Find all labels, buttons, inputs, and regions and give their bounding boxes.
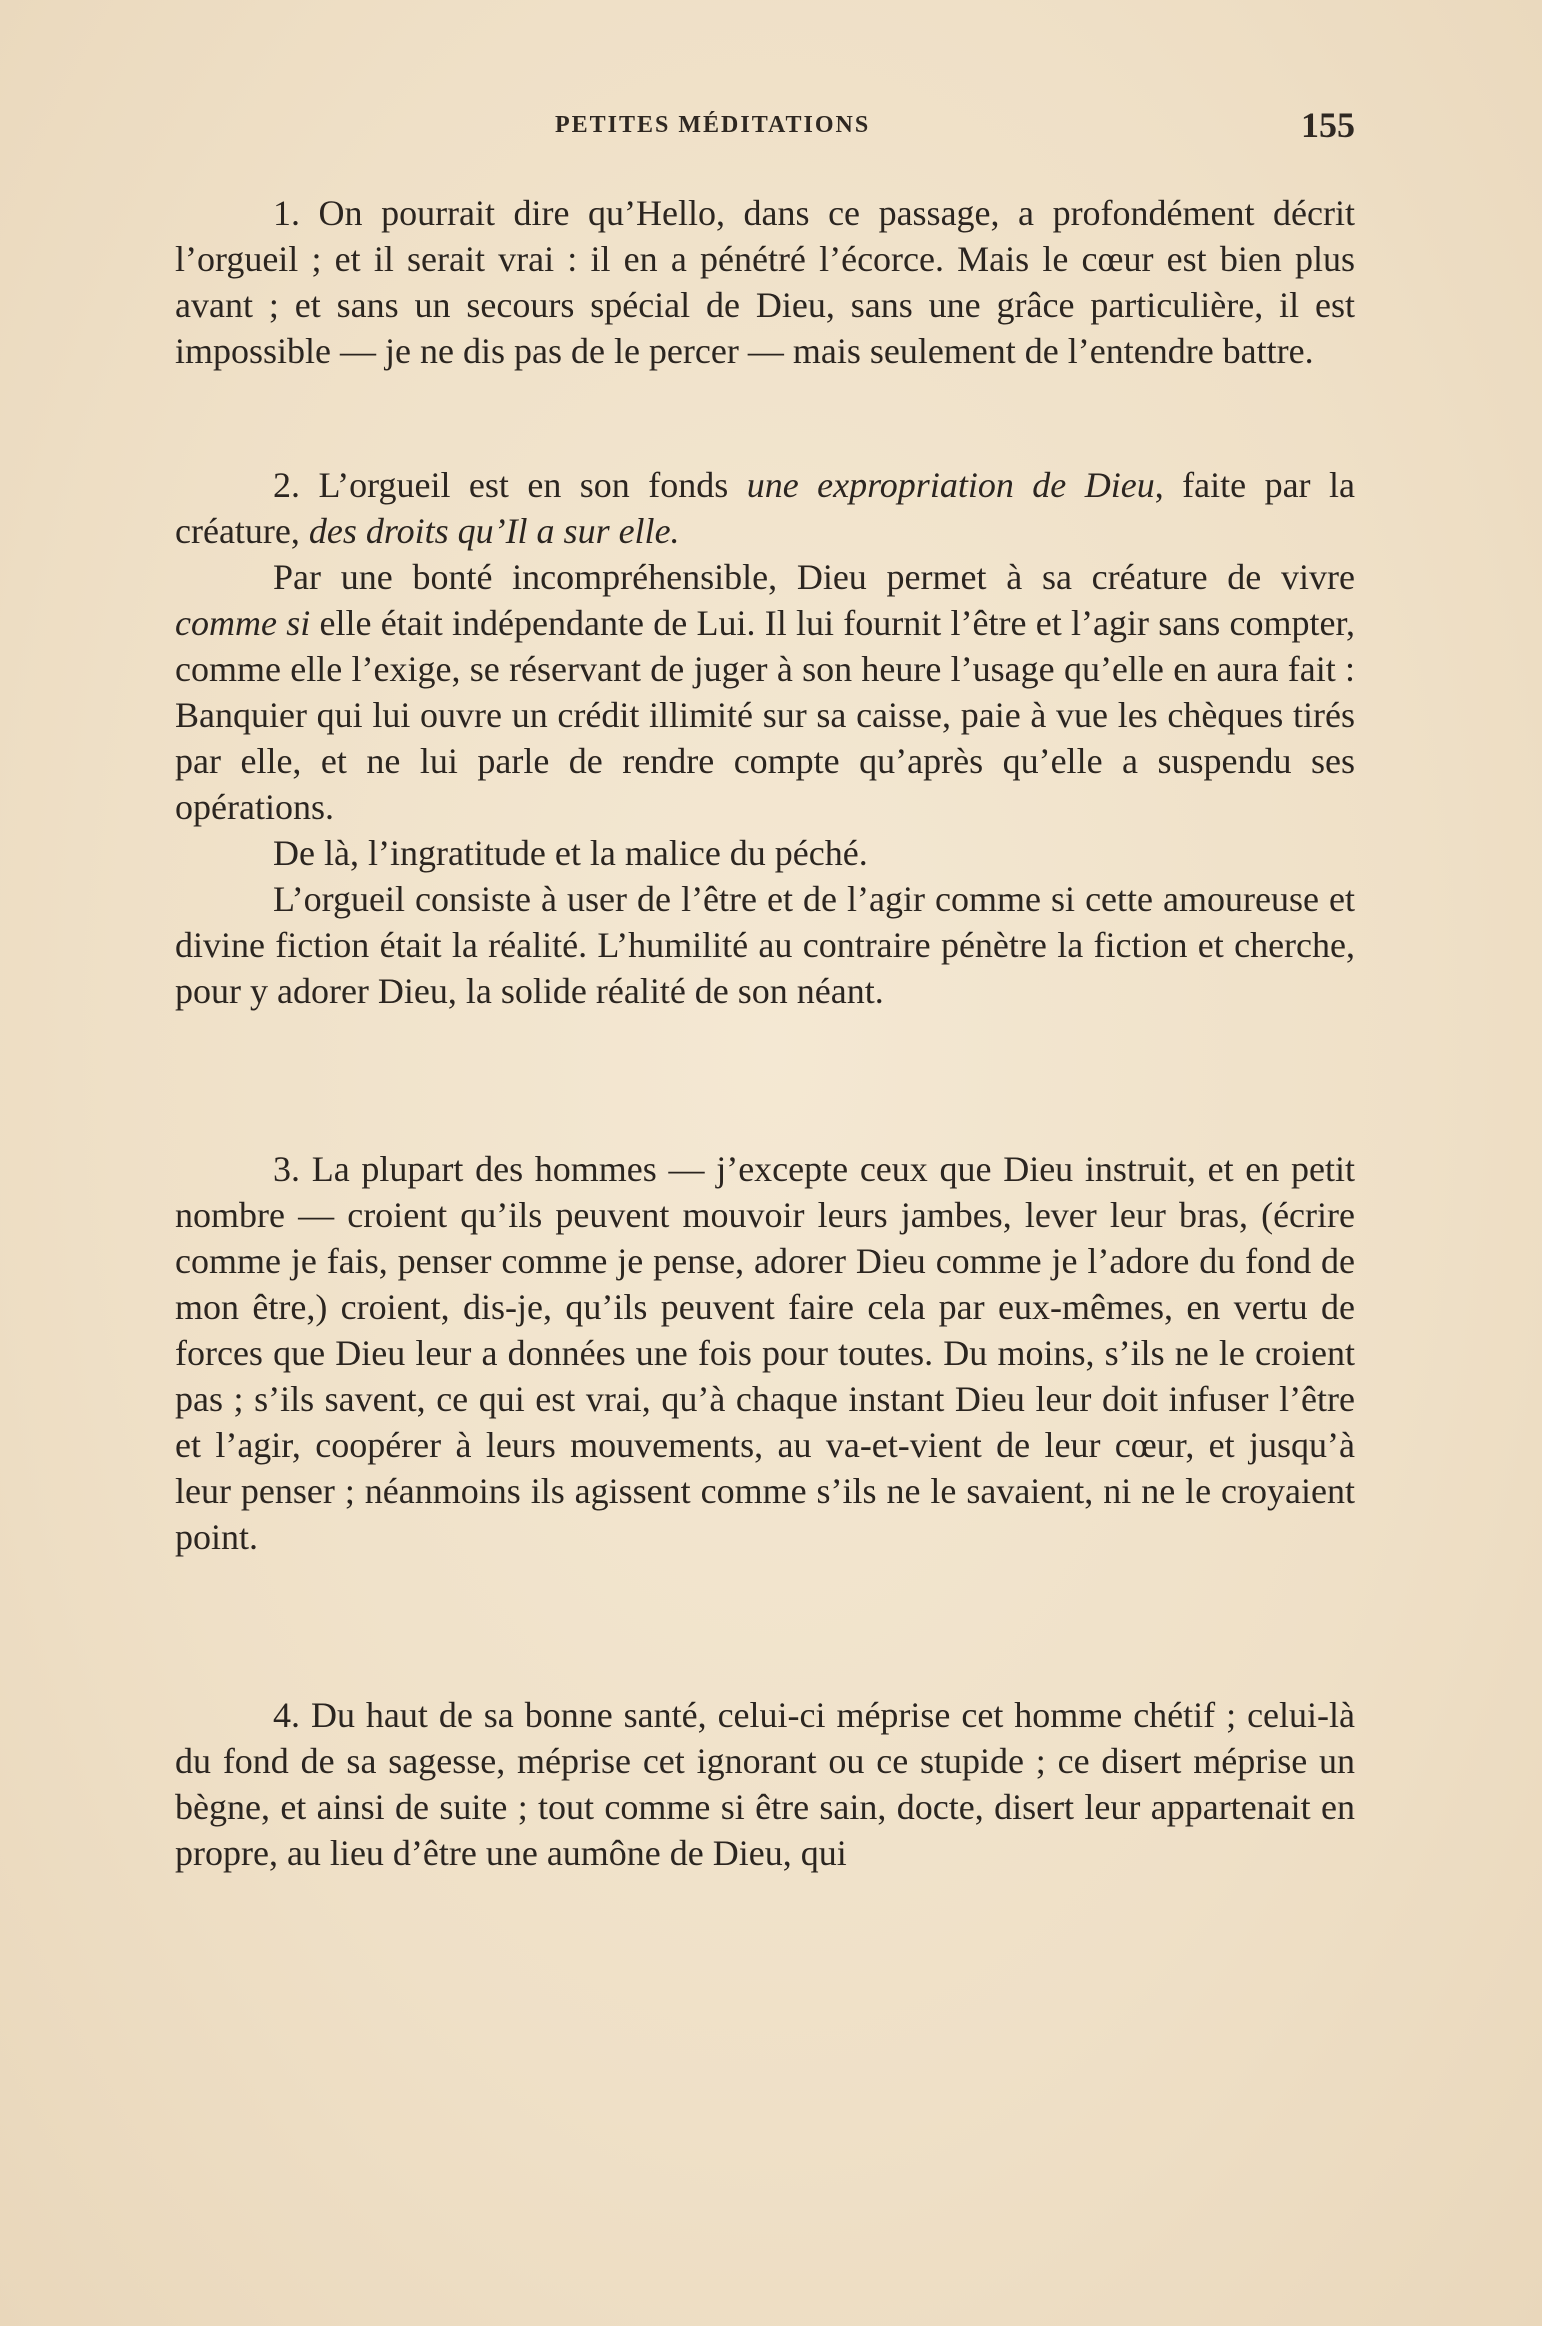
page-header — [175, 105, 1355, 150]
paragraph-2-bonte — [175, 554, 1355, 830]
paragraph-2-ingratitude: De là, l’ingratitude et la malice du péché. — [273, 833, 868, 873]
running-head: PETITES MÉDITATIONS — [555, 112, 871, 138]
text-run: elle était indépendante de Lui. Il lui fournit l’être et l’agir sans compter, comme elle l’exige, se réservant de juger à son heure l’usage qu’elle en aura fait : Banquier qui lui ouvre un crédit illimité sur sa caisse, paie à vue les chèques tirés par elle, et ne lui parle de rendre compte qu’après qu’elle a suspendu ses opérations. — [175, 603, 1356, 827]
page-number: 155 — [1301, 105, 1355, 145]
text-run: , faite par la créature, — [175, 465, 1355, 551]
body-text — [175, 190, 1355, 1876]
text-run: 2. L’orgueil est en son fonds — [273, 465, 747, 505]
emphasis-expropriation: une expropriation de Dieu — [746, 465, 1155, 505]
emphasis-droits: des droits qu’Il a sur elle. — [308, 511, 680, 551]
emphasis-comme-si: comme si — [175, 603, 311, 643]
paragraph-2-orgueil: L’orgueil consiste à user de l’être et de l’agir comme si cette amoureuse et divine fiction était la réalité. L’humilité au contraire pénètre la fiction et cherche, pour y adorer Dieu, la solide réalité de son néant. — [175, 879, 1355, 1011]
paragraph-2-opening — [175, 462, 1355, 554]
paragraph-4: 4. Du haut de sa bonne santé, celui-ci méprise cet homme chétif ; celui-là du fond de sa sagesse, méprise cet ignorant ou ce stupide ; ce disert méprise un bègne, et ainsi de suite ; tout comme si être sain, docte, disert leur appartenait en propre, au lieu d’être une aumône de Dieu, qui — [175, 1695, 1355, 1873]
paragraph-3: 3. La plupart des hommes — j’excepte ceux que Dieu instruit, et en petit nombre — croient qu’ils peuvent mouvoir leurs jambes, lever leur bras, (écrire comme je fais, penser comme je pense, adorer Dieu comme je l’adore du fond de mon être,) croient, dis-je, qu’ils peuvent faire cela par eux-mêmes, en vertu de forces que Dieu leur a données une fois pour toutes. Du moins, s’ils ne le croient pas ; s’ils savent, ce qui est vrai, qu’à chaque instant Dieu leur doit infuser l’être et l’agir, coopérer à leurs mouvements, au va-et-vient de leur cœur, et jusqu’à leur penser ; néanmoins ils agissent comme s’ils ne le savaient, ni ne le croyaient point. — [175, 1149, 1355, 1557]
text-run: Par une bonté incompréhensible, Dieu permet à sa créature de vivre — [273, 557, 1355, 597]
paragraph-1: 1. On pourrait dire qu’Hello, dans ce passage, a profondément décrit l’orgueil ; et il serait vrai : il en a pénétré l’écorce. Mais le cœur est bien plus avant ; et sans un secours spécial de Dieu, sans une grâce particulière, il est impossible — je ne dis pas de le percer — mais seulement de l’entendre battre. — [175, 193, 1355, 371]
